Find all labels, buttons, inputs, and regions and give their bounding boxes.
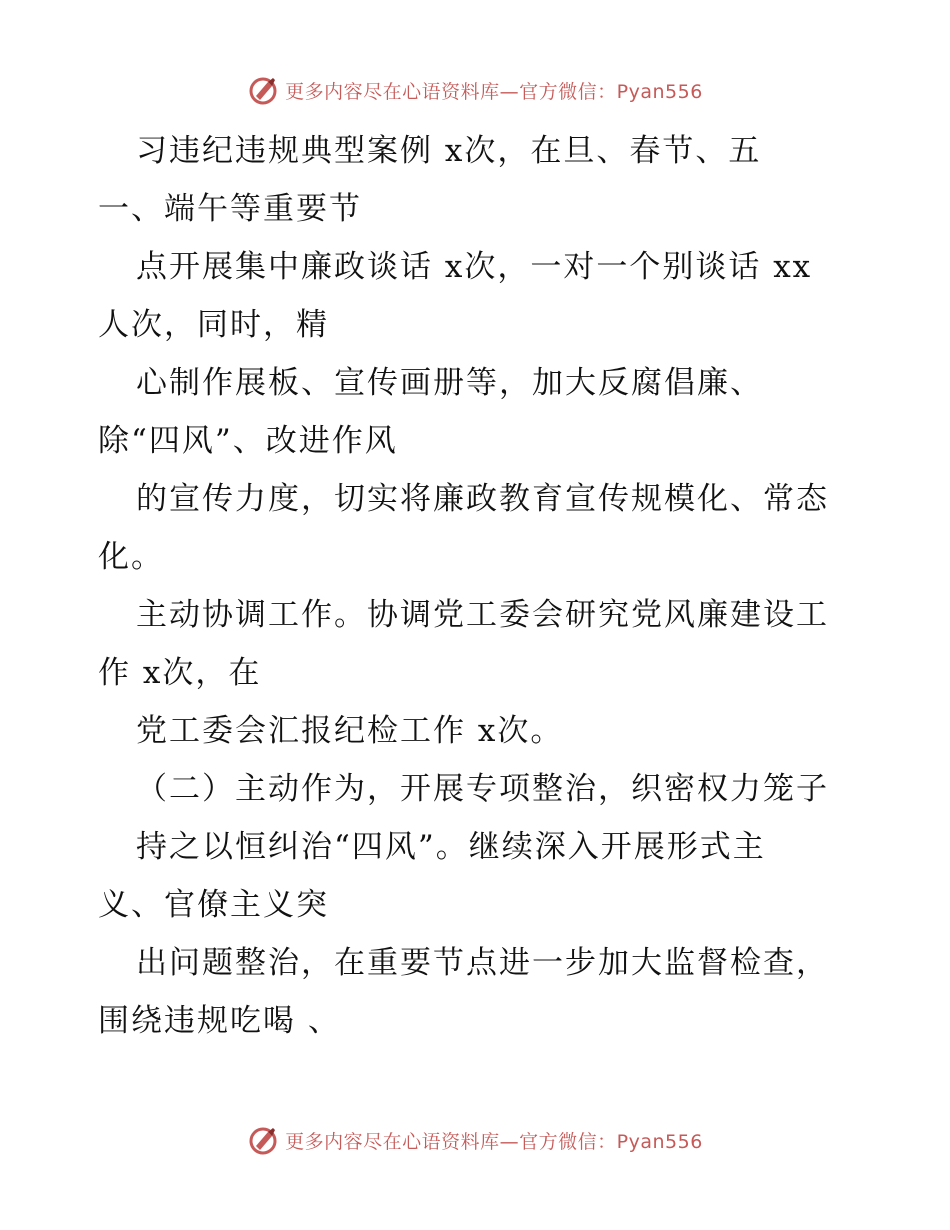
header-banner-wechat: 官方微信：Pyan556	[519, 80, 703, 103]
text-line: 一、端午等重要节	[98, 191, 362, 227]
header-banner-main: 更多内容尽在心语资料库	[285, 80, 500, 103]
document-body	[98, 122, 858, 1050]
text-line: 作 x次，在	[98, 655, 262, 691]
text-line: 义、官僚主义突	[98, 887, 329, 923]
text-line: （二）主动作为，开展专项整治，织密权力笼子	[136, 771, 829, 807]
text-line: 的宣传力度，切实将廉政教育宣传规模化、常态	[136, 481, 829, 517]
text-line: 除“四风”、改进作风	[98, 423, 398, 459]
header-banner-text	[285, 77, 703, 104]
pen-nib-logo-icon	[247, 1124, 279, 1156]
text-line: 党工委会汇报纪检工作 x次。	[136, 713, 564, 749]
text-line: 习违纪违规典型案例 x次，在旦、春节、五	[136, 133, 762, 169]
text-line: 出问题整治，在重要节点进一步加大监督检查，	[136, 945, 829, 981]
footer-banner-wechat: 官方微信：Pyan556	[519, 1130, 703, 1153]
pen-nib-logo-icon	[247, 74, 279, 106]
text-line: 点开展集中廉政谈话 x次，一对一个别谈话 xx	[136, 249, 813, 285]
header-banner	[0, 70, 950, 110]
header-banner-dash: —	[499, 80, 520, 103]
text-line: 人次，同时，精	[98, 307, 329, 343]
footer-banner-main: 更多内容尽在心语资料库	[285, 1130, 500, 1153]
text-line: 化。	[98, 539, 164, 575]
text-line: 围绕违规吃喝 、	[98, 1003, 341, 1039]
text-line: 心制作展板、宣传画册等，加大反腐倡廉、	[136, 365, 763, 401]
footer-banner	[0, 1120, 950, 1160]
text-line: 主动协调工作。协调党工委会研究党风廉建设工	[136, 597, 829, 633]
footer-banner-dash: —	[499, 1130, 520, 1153]
footer-banner-text	[285, 1127, 703, 1154]
text-line: 持之以恒纠治“四风”。继续深入开展形式主	[136, 829, 766, 865]
